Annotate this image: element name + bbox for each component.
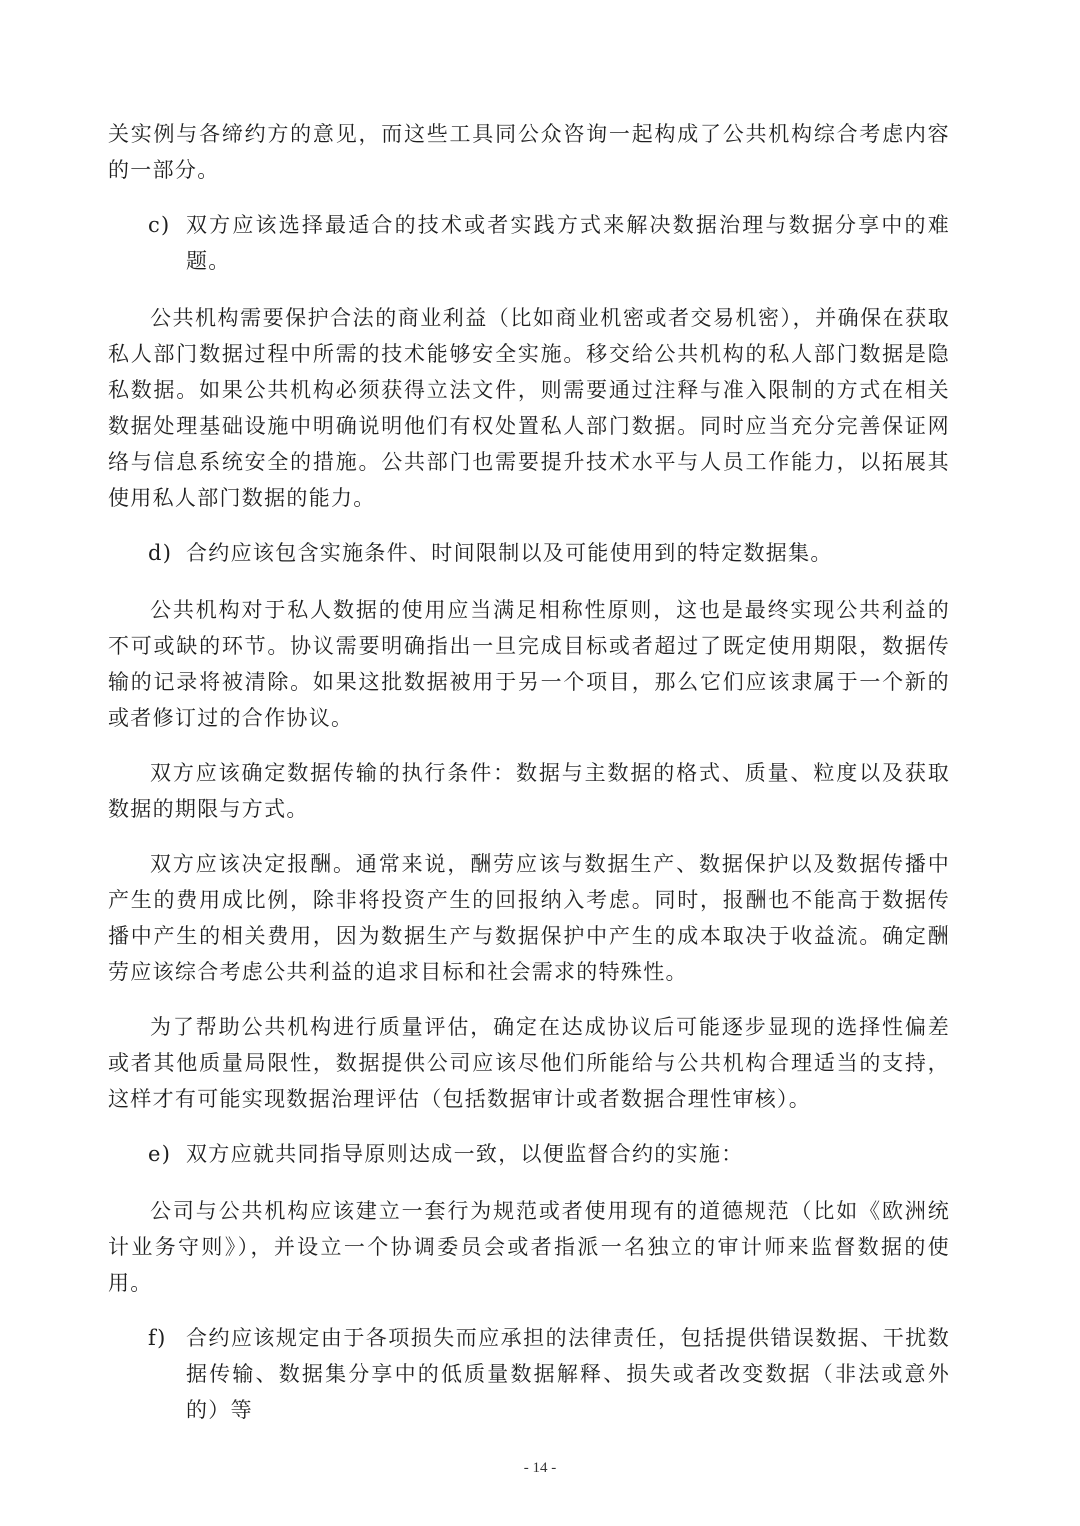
- paragraph: 公司与公共机构应该建立一套行为规范或者使用现有的道德规范（比如《欧洲统计业务守则》），并设立一个协调委员会或者指派一名独立的审计师来监督数据的使用。: [108, 1199, 950, 1295]
- list-marker: e): [148, 1142, 172, 1166]
- list-item-text: 双方应就共同指导原则达成一致，以便监督合约的实施：: [186, 1142, 744, 1166]
- page-number: - 14 -: [523, 1460, 557, 1476]
- paragraph: 公共机构对于私人数据的使用应当满足相称性原则，这也是最终实现公共利益的不可或缺的环节。协议需要明确指出一旦完成目标或者超过了既定使用期限，数据传输的记录将被清除。如果这批数据被用于另一个项目，那么它们应该隶属于一个新的或者修订过的合作协议。: [108, 598, 950, 730]
- document-body: [108, 116, 950, 1449]
- paragraph: 为了帮助公共机构进行质量评估，确定在达成协议后可能逐步显现的选择性偏差或者其他质量局限性，数据提供公司应该尽他们所能给与公共机构合理适当的支持，这样才有可能实现数据治理评估（包括数据审计或者数据合理性审核）。: [108, 1015, 950, 1111]
- list-item-f: [108, 1320, 950, 1428]
- list-item-e: [108, 1136, 950, 1172]
- list-marker: c): [148, 213, 171, 237]
- list-marker: d): [148, 541, 173, 565]
- paragraph: 双方应该确定数据传输的执行条件：数据与主数据的格式、质量、粒度以及获取数据的期限与方式。: [108, 761, 950, 821]
- list-item-text: 合约应该规定由于各项损失而应承担的法律责任，包括提供错误数据、干扰数据传输、数据集分享中的低质量数据解释、损失或者改变数据（非法或意外的）等: [186, 1326, 950, 1422]
- list-item-text: 双方应该选择最适合的技术或者实践方式来解决数据治理与数据分享中的难题。: [186, 213, 950, 273]
- list-item-d: [108, 535, 950, 571]
- list-marker: f): [148, 1326, 167, 1350]
- paragraph: 公共机构需要保护合法的商业利益（比如商业机密或者交易机密），并确保在获取私人部门数据过程中所需的技术能够安全实施。移交给公共机构的私人部门数据是隐私数据。如果公共机构必须获得立法文件，则需要通过注释与准入限制的方式在相关数据处理基础设施中明确说明他们有权处置私人部门数据。同时应当充分完善保证网络与信息系统安全的措施。公共部门也需要提升技术水平与人员工作能力，以拓展其使用私人部门数据的能力。: [108, 306, 950, 510]
- paragraph: 双方应该决定报酬。通常来说，酬劳应该与数据生产、数据保护以及数据传播中产生的费用成比例，除非将投资产生的回报纳入考虑。同时，报酬也不能高于数据传播中产生的相关费用，因为数据生产与数据保护中产生的成本取决于收益流。确定酬劳应该综合考虑公共利益的追求目标和社会需求的特殊性。: [108, 852, 950, 984]
- list-item-c: [108, 207, 950, 279]
- list-item-text: 合约应该包含实施条件、时间限制以及可能使用到的特定数据集。: [186, 541, 833, 565]
- paragraph-continued: 关实例与各缔约方的意见，而这些工具同公众咨询一起构成了公共机构综合考虑内容的一部分。: [108, 122, 950, 182]
